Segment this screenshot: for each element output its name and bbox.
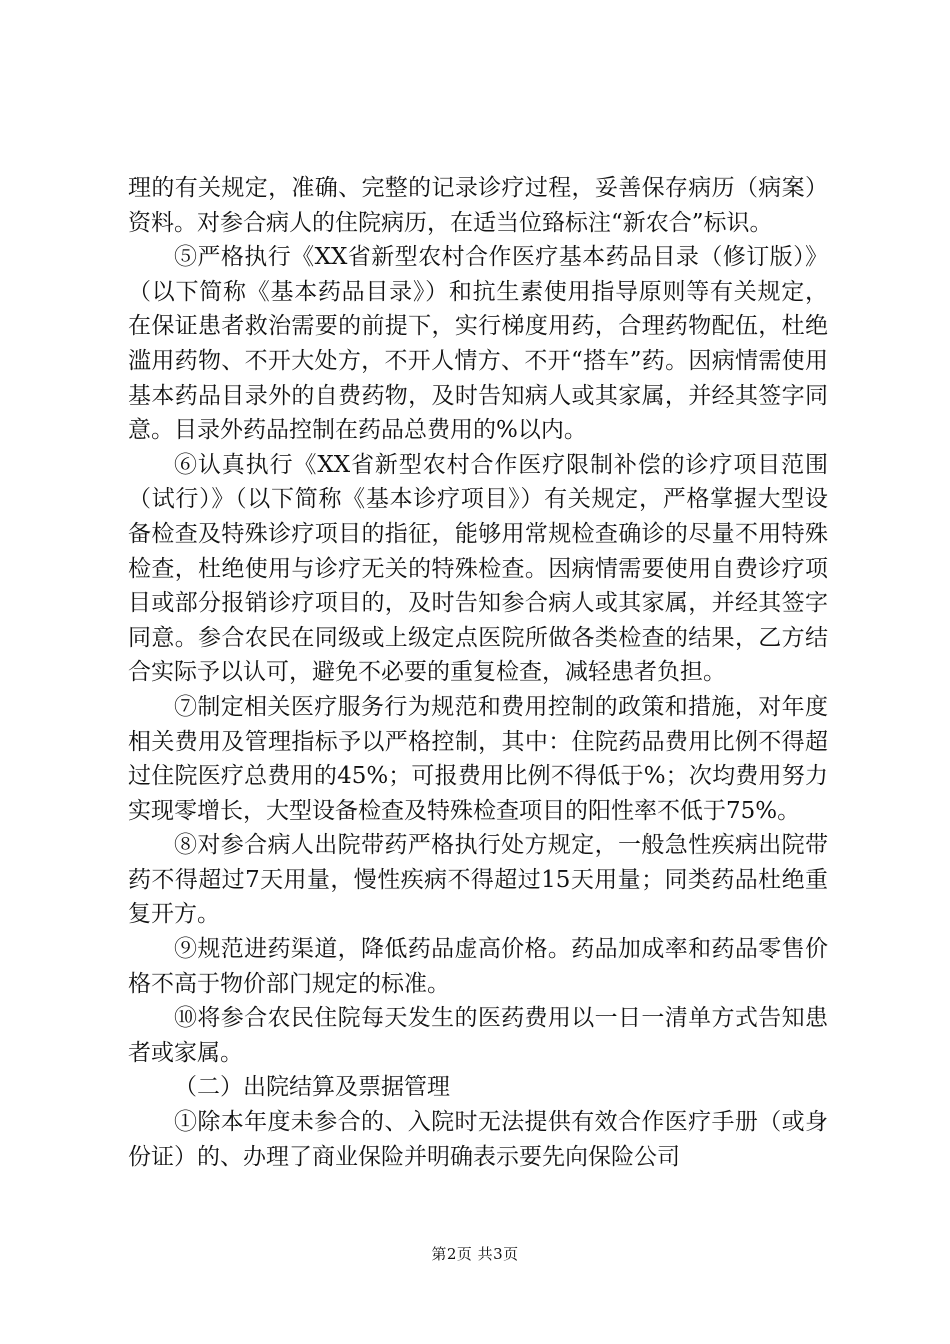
page-footer: 第2页 共3页: [431, 1245, 519, 1263]
paragraph-item-6: ⑥认真执行《XX省新型农村合作医疗限制补偿的诊疗项目范围（试行）》（以下简称《基本诊疗项目》）有关规定，严格掌握大型设备检查及特殊诊疗项目的指征，能够用常规检查确诊的尽量不用特殊检查，杜绝使用与诊疗无关的特殊检查。因病情需要使用自费诊疗项目或部分报销诊疗项目的，及时告知参合病人或其家属，并经其签字同意。参合农民在同级或上级定点医院所做各类检查的结果，乙方结合实际予以认可，避免不必要的重复检查，减轻患者负担。: [128, 451, 828, 686]
paragraph-item-10: ⑩将参合农民住院每天发生的医药费用以一日一清单方式告知患者或家属。: [128, 1005, 828, 1066]
paragraph-item-5: ⑤严格执行《XX省新型农村合作医疗基本药品目录（修订版）》（以下简称《基本药品目录》）和抗生素使用指导原则等有关规定，在保证患者救治需要的前提下，实行梯度用药，合理药物配伍，杜绝滥用药物、不开大处方，不开人情方、不开“搭车”药。因病情需使用基本药品目录外的自费药物，及时告知病人或其家属，并经其签字同意。目录外药品控制在药品总费用的%以内。: [128, 244, 828, 444]
paragraph-item-7: ⑦制定相关医疗服务行为规范和费用控制的政策和措施，对年度相关费用及管理指标予以严格控制，其中：住院药品费用比例不得超过住院医疗总费用的45%；可报费用比例不得低于%；次均费用努力实现零增长，大型设备检查及特殊检查项目的阳性率不低于75%。: [128, 693, 828, 824]
paragraph-item-9: ⑨规范进药渠道，降低药品虚高价格。药品加成率和药品零售价格不高于物价部门规定的标准。: [128, 936, 828, 997]
section-heading: （二）出院结算及票据管理: [174, 1074, 450, 1101]
document-body: [128, 171, 828, 1174]
paragraph-continuation: 理的有关规定，准确、完整的记录诊疗过程，妥善保存病历（病案）资料。对参合病人的住院病历，在适当位臵标注“新农合”标识。: [128, 175, 828, 236]
paragraph-item-8: ⑧对参合病人出院带药严格执行处方规定，一般急性疾病出院带药不得超过7天用量，慢性疾病不得超过15天用量；同类药品杜绝重复开方。: [128, 832, 828, 928]
paragraph-item-1: ①除本年度未参合的、入院时无法提供有效合作医疗手册（或身份证）的、办理了商业保险并明确表示要先向保险公司: [128, 1109, 828, 1170]
